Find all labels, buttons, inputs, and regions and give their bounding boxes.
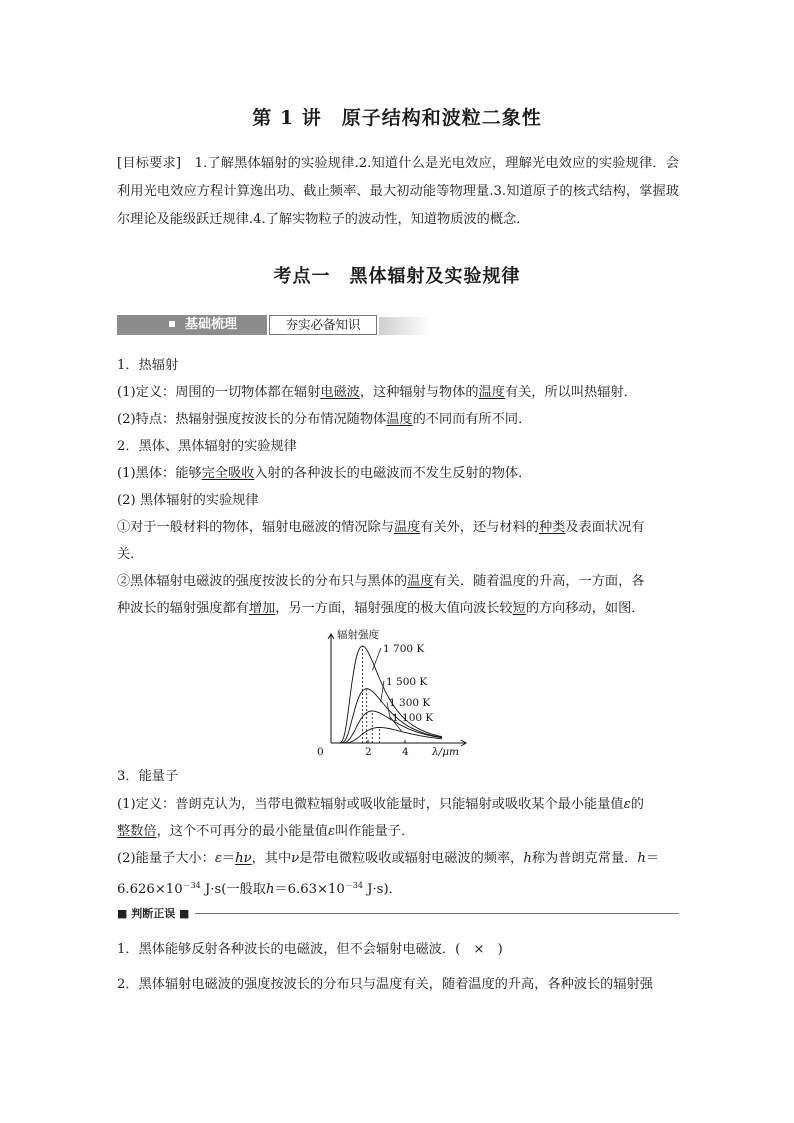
x-tick-label: 2 xyxy=(365,746,372,758)
x-tick-label: 4 xyxy=(402,746,409,758)
goal-paragraph xyxy=(117,150,679,234)
banner-basic-label: 基础梳理 xyxy=(117,315,267,335)
series-label-3: 1 100 K xyxy=(392,711,434,724)
series-leader-0 xyxy=(372,648,381,670)
paragraph-quantum-def: (1)定义：普朗克认为，当带电微粒辐射或吸收能量时，只能辐射或吸收某个最小能量值ε的 xyxy=(117,797,644,812)
page-title: 第 1 讲 原子结构和波粒二象性 xyxy=(252,107,542,129)
paragraph-blackbody: (1)黑体：能够完全吸收入射的各种波长的电磁波而不发生反射的物体． xyxy=(117,466,532,481)
paragraph-law-2-cont: 种波长的辐射强度都有增加，另一方面，辐射强度的极大值向波长较短的方向移动，如图． xyxy=(117,601,645,616)
paragraph-quantum-size: (2)能量子大小：ε＝hν，其中ν是带电微粒吸收或辐射电磁波的频率，h称为普朗克常量．h＝ xyxy=(117,851,660,866)
judge-question-1: 1．黑体能够反射各种波长的电磁波，但不会辐射电磁波．( × ) xyxy=(117,942,503,957)
heading-blackbody: 2．黑体、黑体辐射的实验规律 xyxy=(117,439,297,454)
judge-divider xyxy=(117,905,679,921)
banner-sub-label: 夯实必备知识 xyxy=(269,315,377,335)
judge-rule xyxy=(195,913,679,914)
goal-text: 1.了解黑体辐射的实验规律.2.知道什么是光电效应，理解光电效应的实验规律．会利用光电效应方程计算逸出功、截止频率、最大初动能等物理量.3.知道原子的核式结构，掌握玻尔理论及能级跃迁规律.4.了解实物粒子的波动性，知道物质波的概念． xyxy=(117,156,679,227)
paragraph-law-1-cont: 关． xyxy=(117,547,144,562)
y-axis-label: 辐射强度 xyxy=(337,629,379,641)
paragraph-feature: (2)特点：热辐射强度按波长的分布情况随物体温度的不同而有所不同． xyxy=(117,412,532,427)
x-tick-label: 0 xyxy=(317,746,324,758)
paragraph-planck-constant: $6.626\times 10^{-34}$ J·s(一般取$h=6.63\times 10^{-34}$ J·s)． xyxy=(117,881,402,897)
judge-label: ■ 判断正误 ■ xyxy=(117,907,190,920)
series-label-2: 1 300 K xyxy=(389,697,431,710)
paragraph-law-heading: (2) 黑体辐射的实验规律 xyxy=(117,493,259,508)
paragraph-law-1: ①对于一般材料的物体，辐射电磁波的情况除与温度有关外，还与材料的种类及表面状况有 xyxy=(117,520,645,535)
paragraph-definition: (1)定义：周围的一切物体都在辐射电磁波，这种辐射与物体的温度有关，所以叫热辐射． xyxy=(117,385,637,400)
heading-quantum: 3．能量子 xyxy=(117,769,179,784)
series-curve-3 xyxy=(338,728,443,744)
section-banner xyxy=(117,313,430,337)
judge-question-2: 2．黑体辐射电磁波的强度按波长的分布只与温度有关，随着温度的升高，各种波长的辐射强 xyxy=(117,977,653,992)
x-axis-label: λ/μm xyxy=(432,746,459,758)
blackbody-radiation-chart xyxy=(314,622,474,762)
section-title: 考点一 黑体辐射及实验规律 xyxy=(273,266,521,287)
series-label-0: 1 700 K xyxy=(383,642,425,655)
series-label-1: 1 500 K xyxy=(386,675,428,688)
goal-label: [目标要求] xyxy=(117,156,181,171)
paragraph-quantum-def-cont: 整数倍，这个不可再分的最小能量值ε叫作能量子． xyxy=(117,824,415,839)
banner-fade xyxy=(379,317,430,335)
square-bullet-icon xyxy=(169,321,175,327)
heading-thermal-radiation: 1．热辐射 xyxy=(117,358,179,373)
paragraph-law-2: ②黑体辐射电磁波的强度按波长的分布只与黑体的温度有关．随着温度的升高，一方面，各 xyxy=(117,574,645,589)
